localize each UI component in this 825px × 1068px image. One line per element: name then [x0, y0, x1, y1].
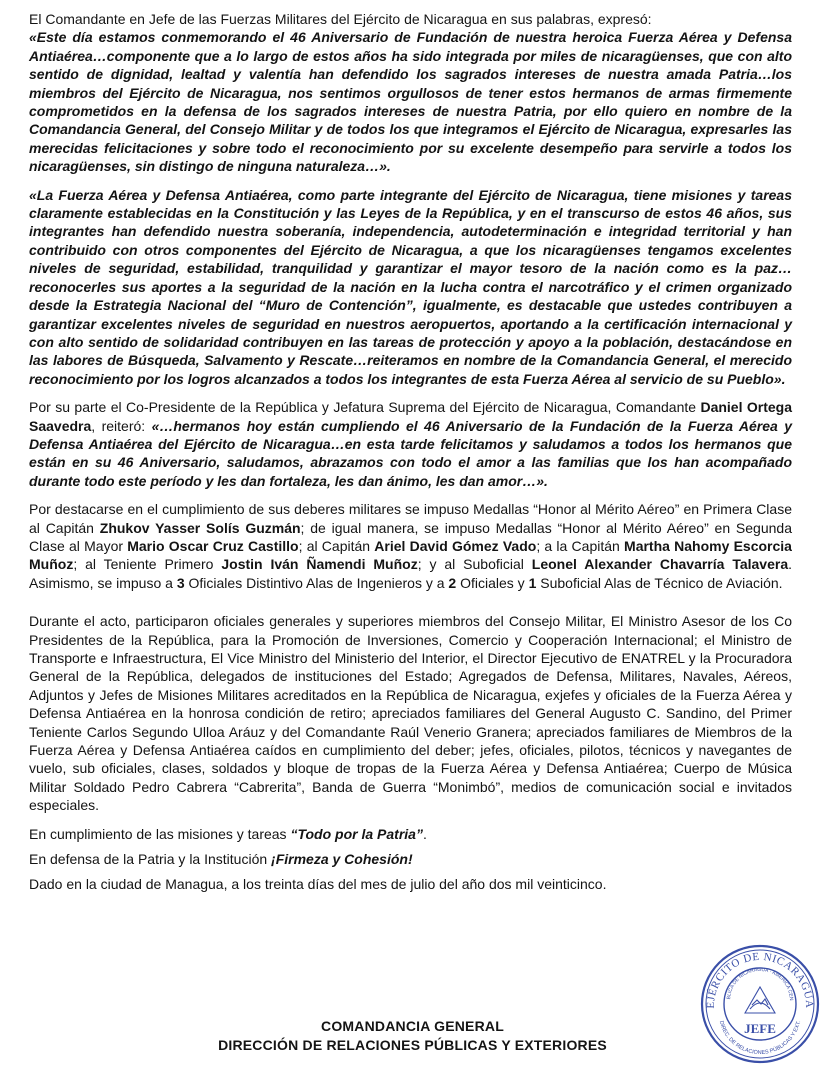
officer-count: 2 — [448, 574, 457, 591]
motto-line-1 — [29, 825, 792, 843]
co-president-quote: «…hermanos hoy están cumpliendo el 46 Aniversario de la Fundación de la Fuerza Aérea y Defensa Antiaérea del Ejército de Nicaragua…en esta tarde felicitamos y saludamos a todos los hermanos que están en su 46 Aniversario, saludamos, abrazamos con todo el amor a las familias que los han acompañado durante todo este período y les dan fortaleza, les dan ánimo, les dan amor…». — [29, 417, 792, 489]
document-body — [29, 10, 792, 901]
honoree-name: Ariel David Gómez Vado — [374, 537, 537, 554]
medals-text: Oficiales y — [456, 574, 529, 591]
medals-text: ; al Capitán — [298, 537, 375, 554]
seal-bottom-text: DIREC. DE RELACIONES PÚBLICAS Y EXT. — [717, 1020, 803, 1057]
attendees-paragraph: Durante el acto, participaron oficiales generales y superiores miembros del Consejo Militar, El Ministro Asesor de los Co Presidentes de la República, para la Promoción de Inversiones, Comercio y Cooperación Internacional; el Ministro de Transporte e Infraestructura, El Vice Ministro del Ministerio del Interior, el Director Ejecutivo de ENATREL y la Procuradora General de la República, delegados de instituciones del Estado; Agregados de Defensa, Militares, Navales, Aéreos, Adjuntos y Jefes de Misiones Militares acreditados en la República de Nicaragua, exjefes y oficiales de la Fuerza Aérea y Defensa Antiaérea en la honrosa condición de retiro; apreciados familiares del General Augusto C. Sandino, del Primer Teniente Carlos Segundo Ulloa Aráuz y del Comandante Raúl Venerio Granera; apreciados familiares de Miembros de la Fuerza Aérea y Defensa Antiaérea caídos en cumplimiento del deber; jefes, oficiales, pilotos, técnicos y navegantes de vuelo, sub oficiales, clases, soldados y bloque de tropas de la Fuerza Aérea y Defensa Antiaérea; Cuerpo de Música Militar Soldado Pedro Cabrera “Cabrerita”, Banda de Guerra “Monimbó”, medios de comunicación social e invitados especiales. — [29, 613, 792, 814]
date-line: Dado en la ciudad de Managua, a los treinta días del mes de julio del año dos mil veinticinco. — [29, 876, 607, 893]
p3-text-1: Por su parte el Co-Presidente de la República y Jefatura Suprema del Ejército de Nicaragua, Comandante — [29, 399, 701, 416]
co-president-paragraph — [29, 398, 792, 490]
honoree-name: Martha Nahomy Escorcia Muñoz — [29, 537, 792, 573]
honoree-name: Mario Oscar Cruz Castillo — [127, 537, 299, 554]
signature-line-1: COMANDANCIA GENERAL — [321, 1018, 504, 1034]
motto-text: . — [422, 825, 427, 842]
motto-line-2 — [29, 850, 792, 868]
medals-text: ; a la Capitán — [536, 537, 625, 554]
commander-quote: «Este día estamos conmemorando el 46 Aniversario de Fundación de nuestra heroica Fuerza Aérea y Defensa Antiaérea…componente que a lo largo de estos años ha sido integrada por miles de nicaragüenses, que con alto sentido de dignidad, lealtad y valentía han defendido los sagrados intereses de nuestra amada Patria…los miembros del Ejército de Nicaragua, nos sentimos orgullosos de tener estos hermanos de armas firmemente comprometidos en la defensa de los sagrados intereses de nuestra Patria, por ello quiero en nombre de la Comandancia General, del Consejo Militar y de todos los que integramos el Ejército de Nicaragua, expresarles las merecidas felicitaciones y sobre todo el reconocimiento por su excelente desempeño para servirle a todos los nicaragüenses, sin distingo de ninguna naturaleza…». — [29, 29, 792, 175]
p3-text-2: , reiteró: — [91, 417, 152, 434]
motto-text: En cumplimiento de las misiones y tareas — [29, 825, 291, 842]
seal-inner-text: BLICA DE NICARAGUA · AMÉRICA CEN — [726, 966, 795, 1001]
intro-paragraph: El Comandante en Jefe de las Fuerzas Militares del Ejército de Nicaragua en sus palabras, expresó: — [29, 11, 652, 27]
honoree-name: Leonel Alexander Chavarría Talavera — [531, 556, 789, 573]
motto-quote: ¡Firmeza y Cohesión! — [271, 851, 413, 868]
air-force-quote: «La Fuerza Aérea y Defensa Antiaérea, como parte integrante del Ejército de Nicaragua, tiene misiones y tareas claramente establecidas en la Constitución y las Leyes de la República, y en el transcurso de estos 46 años, sus integrantes han defendido nuestra soberanía, independencia, autodeterminación e integridad territorial y han contribuido con otros componentes del Ejército de Nicaragua, a que los nicaragüenses tengamos excelentes niveles de seguridad, estabilidad, tranquilidad y garantizar el mayor tesoro de la nación como es la paz…reconocerles sus aportes a la seguridad de la nación en la lucha contra el narcotráfico y el crimen organizado desde la Estrategia Nacional del “Muro de Contención”, igualmente, es destacable que ustedes contribuyen a garantizar excelentes niveles de seguridad en nuestros aeropuertos, aportando a la certificación internacional y con alto sentido de solidaridad contribuyen en las tareas de protección y apoyo a la población, destacándose en las labores de Búsqueda, Salvamento y Rescate…reiteramos en nombre de la Comandancia General, el merecido reconocimiento por los logros alcanzados a todos los integrantes de esta Fuerza Aérea al servicio de su Pueblo». — [29, 186, 792, 387]
officer-count: 3 — [176, 574, 185, 591]
medals-paragraph — [29, 500, 792, 592]
medals-text: Suboficial Alas de Técnico de Aviación. — [536, 574, 783, 591]
signature-line-2: DIRECCIÓN DE RELACIONES PÚBLICAS Y EXTERIORES — [218, 1037, 607, 1053]
seal-center-text: JEFE — [744, 1021, 776, 1036]
officer-count: 1 — [528, 574, 537, 591]
medals-text: . Asimismo, se impuso a — [29, 556, 792, 591]
official-seal-icon — [697, 943, 823, 1065]
medals-text: Por destacarse en el cumplimiento de sus deberes militares se impuso Medallas “Honor al Mérito Aéreo” en Primera Clase al Capitán — [29, 501, 792, 536]
medals-text: ; de igual manera, se impuso Medallas “Honor al Mérito Aéreo” en Segunda Clase al Mayor — [29, 519, 792, 554]
motto-quote: “Todo por la Patria” — [290, 825, 423, 842]
co-president-name: Daniel Ortega Saavedra — [29, 399, 793, 434]
honoree-name: Zhukov Yasser Solís Guzmán — [99, 519, 301, 536]
seal-top-text: EJÉRCITO DE NICARAGUA — [704, 950, 816, 1009]
medals-text: Oficiales Distintivo Alas de Ingenieros y a — [184, 574, 449, 591]
honoree-name: Jostin Iván Ñamendi Muñoz — [221, 556, 418, 573]
medals-text: ; al Teniente Primero — [73, 556, 222, 573]
seal-emblem-icon — [745, 987, 775, 1013]
motto-text: En defensa de la Patria y la Institución — [29, 851, 272, 868]
medals-text: ; y al Suboficial — [417, 556, 532, 573]
